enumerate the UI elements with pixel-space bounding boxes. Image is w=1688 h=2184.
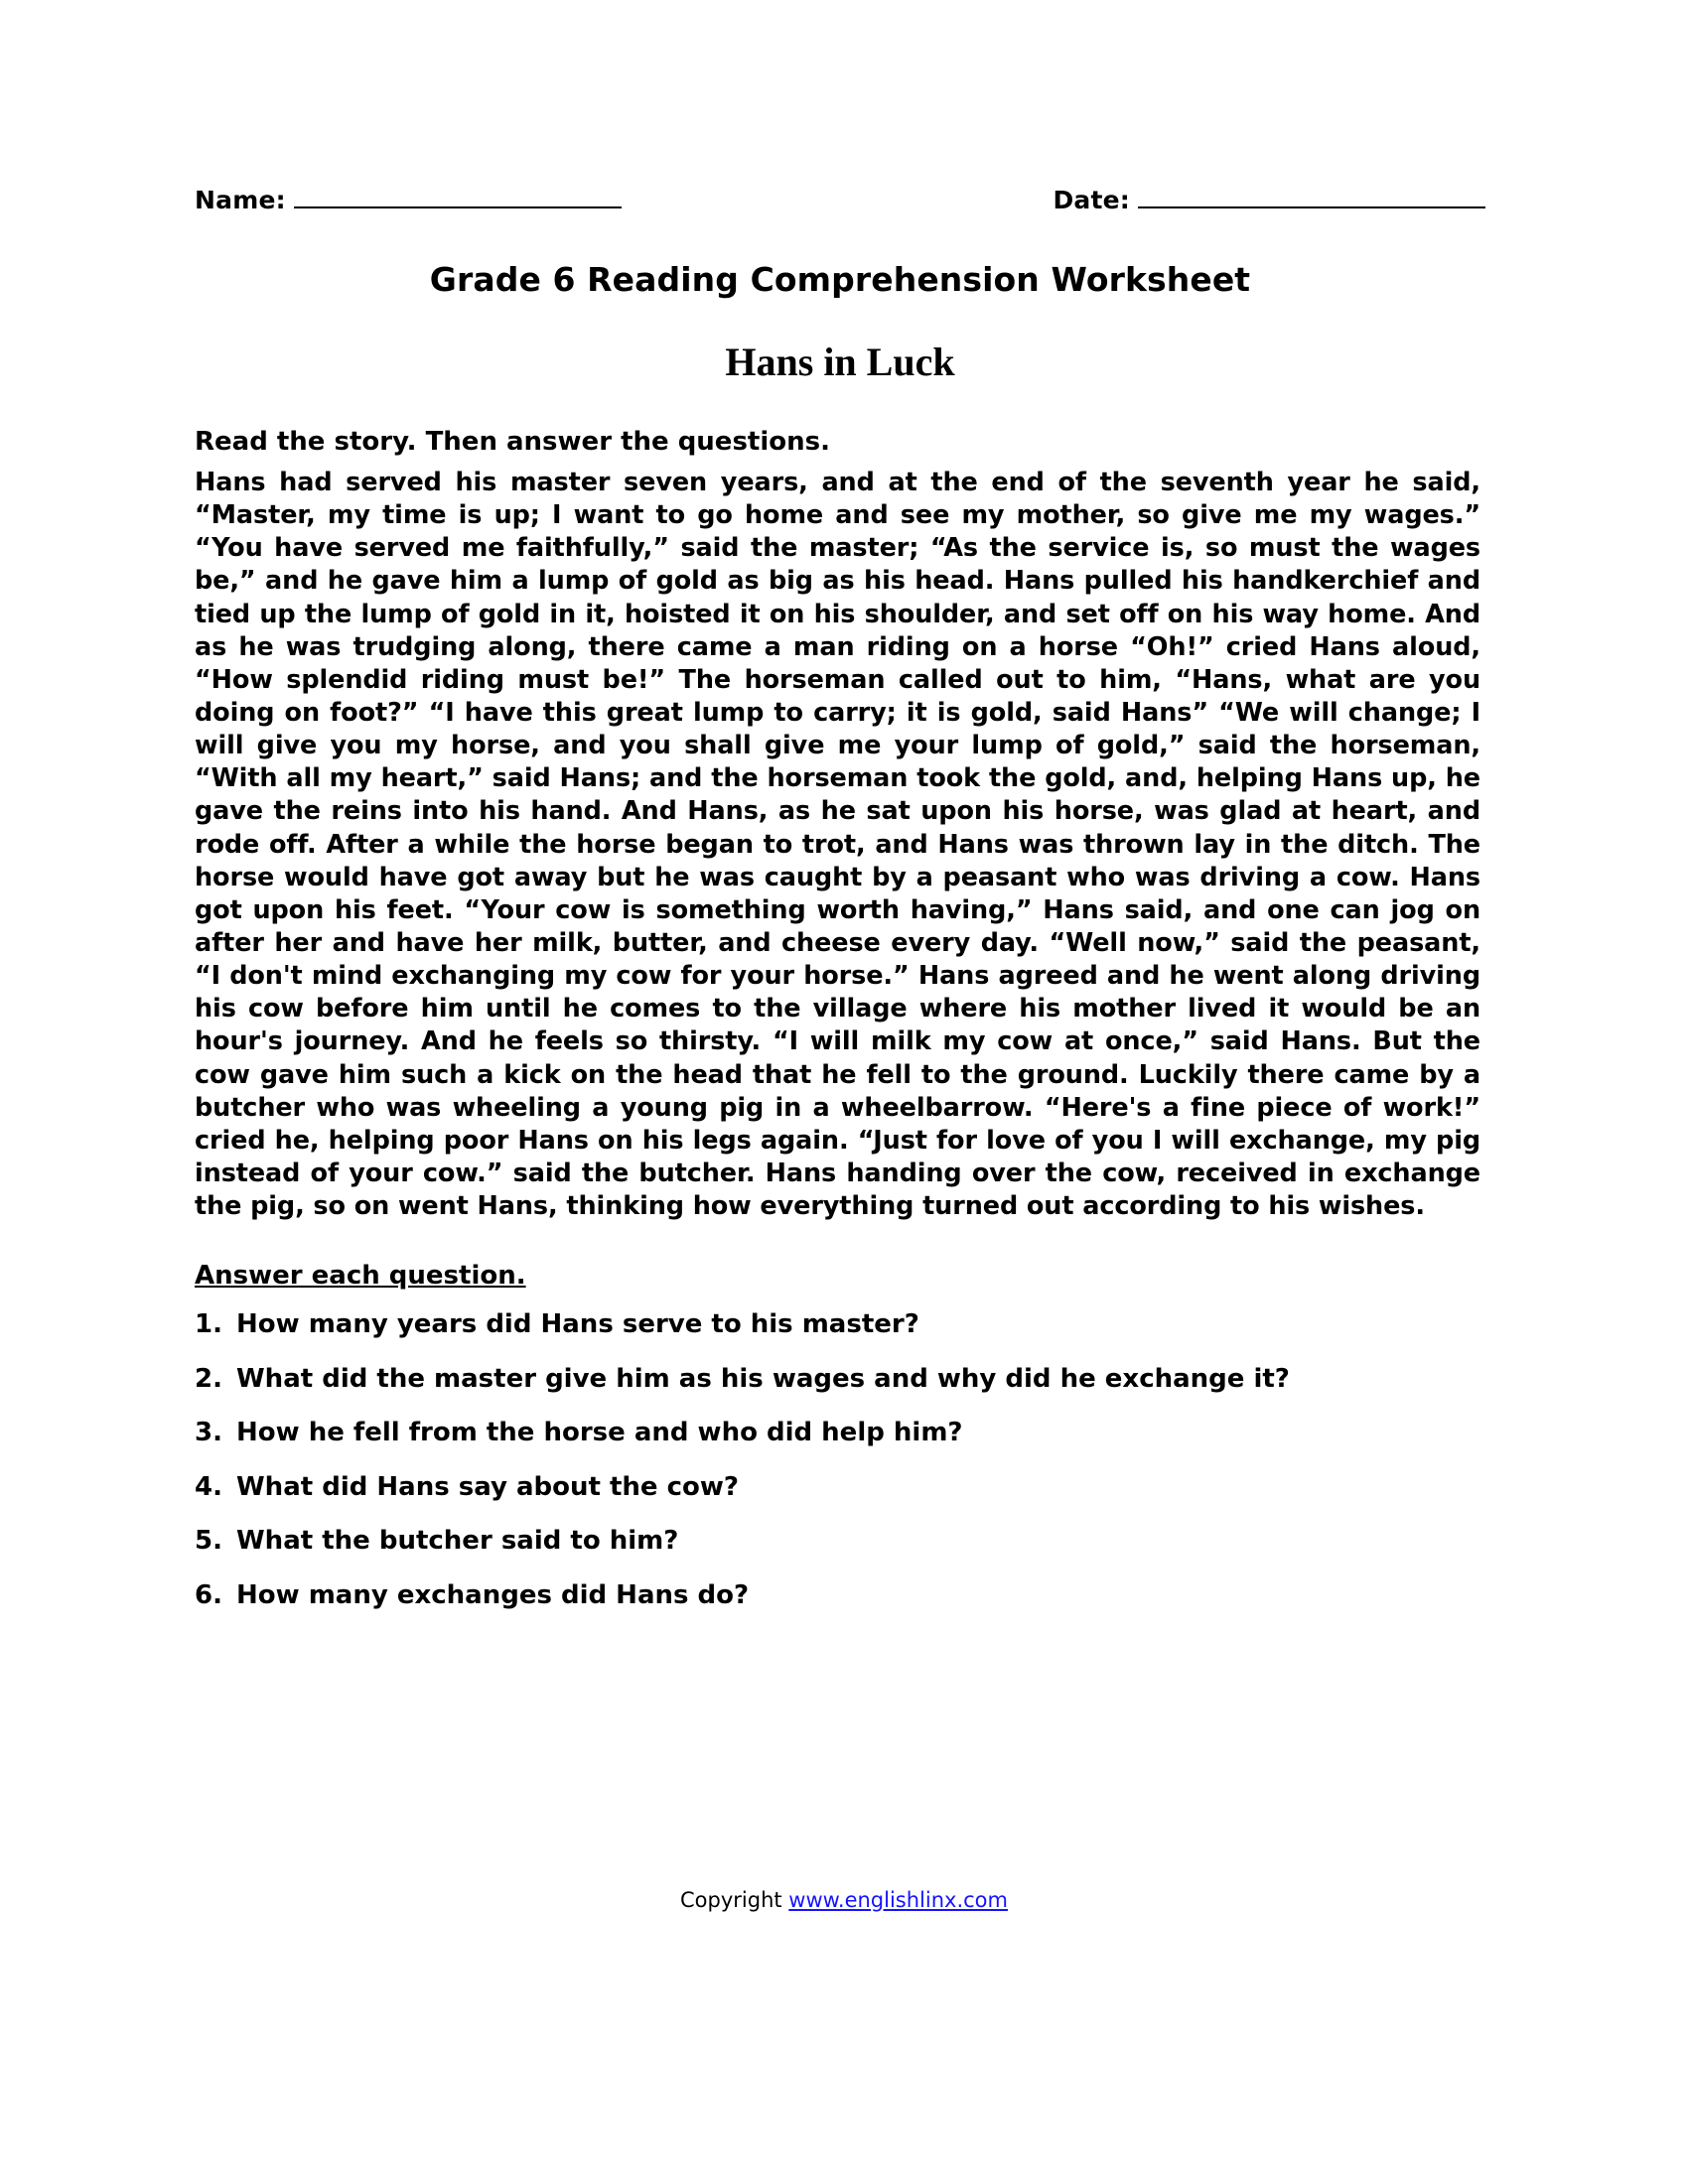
list-item <box>195 1525 1485 1558</box>
question-number: 4. <box>195 1471 222 1502</box>
question-number: 2. <box>195 1363 222 1394</box>
story-passage: Hans had served his master seven years, and at the end of the seventh year he said, “Master, my time is up; I want to go home and see my mother, so give me my wages.” “You have served me faithfully,” said the master; “As the service is, so must the wages be,” and he gave him a lump of gold as big as his head. Hans pulled his handkerchief and tied up the lump of gold in it, hoisted it on his shoulder, and set off on his way home. And as he was trudging along, there came a man riding on a horse “Oh!” cried Hans aloud, “How splendid riding must be!” The horseman called out to him, “Hans, what are you doing on foot?” “I have this great lump to carry; it is gold, said Hans” “We will change; I will give you my horse, and you shall give me your lump of gold,” said the horseman, “With all my heart,” said Hans; and the horseman took the gold, and, helping Hans up, he gave the reins into his hand. And Hans, as he sat upon his horse, was glad at heart, and rode off. After a while the horse began to trot, and Hans was thrown lay in the ditch. The horse would have got away but he was caught by a peasant who was driving a cow. Hans got upon his feet. “Your cow is something worth having,” Hans said, and one can jog on after her and have her milk, butter, and cheese every day. “Well now,” said the peasant, “I don't mind exchanging my cow for your horse.” Hans agreed and he went along driving his cow before him until he comes to the village where his mother lived it would be an hour's journey. And he feels so thirsty. “I will milk my cow at once,” said Hans. But the cow gave him such a kick on the head that he fell to the ground. Luckily there came by a butcher who was wheeling a young pig in a wheelbarrow. “Here's a fine piece of work!” cried he, helping poor Hans on his legs again. “Just for love of you I will exchange, my pig instead of your cow.” said the butcher. Hans handing over the cow, received in exchange the pig, so on went Hans, thinking how everything turned out according to his wishes. <box>195 468 1480 1222</box>
question-text: How he fell from the horse and who did help him? <box>236 1418 963 1448</box>
name-input-line[interactable] <box>294 184 622 208</box>
date-field <box>1053 184 1485 214</box>
question-number: 3. <box>195 1418 222 1448</box>
question-number: 5. <box>195 1526 222 1557</box>
list-item <box>195 1417 1485 1449</box>
name-date-row <box>195 184 1485 214</box>
question-text: How many exchanges did Hans do? <box>236 1579 750 1610</box>
copyright-label: Copyright <box>680 1888 789 1912</box>
date-input-line[interactable] <box>1138 184 1485 208</box>
list-item <box>195 1363 1485 1396</box>
question-text: What did the master give him as his wages and why did he exchange it? <box>236 1363 1290 1394</box>
question-list <box>195 1308 1485 1611</box>
list-item <box>195 1471 1485 1504</box>
list-item <box>195 1308 1485 1341</box>
question-number: 6. <box>195 1579 222 1610</box>
date-label: Date: <box>1053 186 1130 214</box>
footer <box>0 1888 1688 1912</box>
story-title: Hans in Luck <box>725 340 955 384</box>
question-number: 1. <box>195 1309 222 1340</box>
question-text: What did Hans say about the cow? <box>236 1471 739 1502</box>
worksheet-title: Grade 6 Reading Comprehension Worksheet <box>429 260 1251 299</box>
englishlinx-link[interactable]: www.englishlinx.com <box>788 1888 1008 1912</box>
list-item <box>195 1579 1485 1612</box>
name-label: Name: <box>195 186 286 214</box>
question-text: How many years did Hans serve to his master? <box>236 1309 919 1340</box>
question-text: What the butcher said to him? <box>236 1526 679 1557</box>
answer-section-heading: Answer each question. <box>195 1261 526 1292</box>
instructions-text: Read the story. Then answer the questions. <box>195 427 830 457</box>
name-field <box>195 184 622 214</box>
